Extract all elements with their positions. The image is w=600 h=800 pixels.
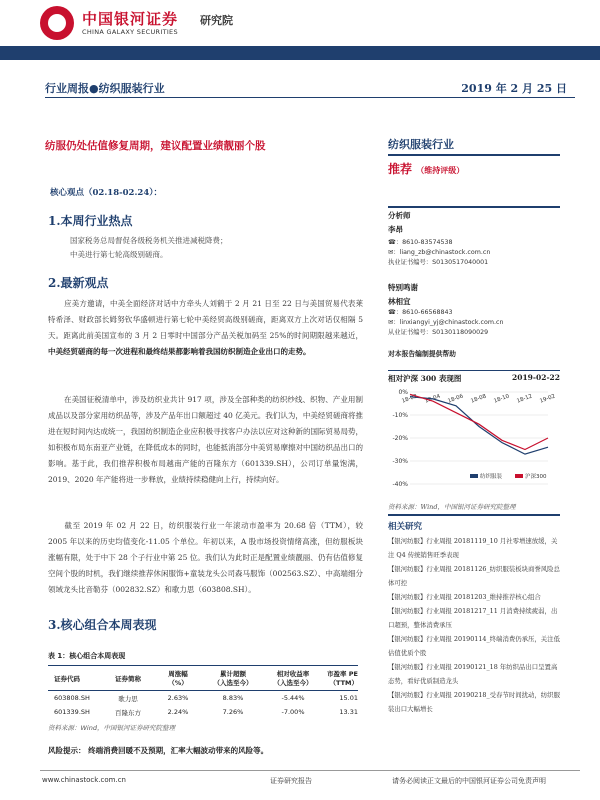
table-source: 资料来源：Wind，中国银河证券研究院整理 [48,724,175,732]
table-row [48,691,358,705]
para2-text: 在美国征税清单中，涉及纺织业共计 917 项，涉及全部种类的纺织纱线、织物、产业用制成品以及部分家用纺织品等，涉及产品年出口额超过 40 亿美元。我们认为，中美经贸磋商将推进在短时间内达成统一，我国纺织制造企业应积极寻找客户办法以应对这种新的国际贸易局势，如积极布局东南亚产业链，在降低成本的同时，也能抵消部分中美贸易摩擦对中国纺织品出口的影响。基于此，我们推荐积极布局越南产能的百隆东方（601339.SH），公司订单量饱满，2019、2020 年产能将进一步释放，业绩持续稳健向上行，持续向好。 [48,395,363,484]
sidebar-rule [388,206,560,208]
legend-label: 纺织服装 [480,474,503,480]
y-tick-label: -40% [392,481,408,488]
related-item[interactable]: 【银河纺服】行业周报 20181126_纺织服装板块商誉风险总体可控 [388,565,560,587]
section1-title: 1.本周行业热点 [48,214,133,228]
legend-swatch [515,474,523,478]
related-item[interactable]: 【银河纺服】行业周报 20181203_维持推荐核心组合 [388,593,541,601]
y-tick-label: -30% [392,458,408,465]
table-row [48,705,358,719]
x-tick-label: 18-12 [516,393,534,405]
series-line [410,397,548,455]
cert-line: 执业证书编号：S0130517040001 [388,259,489,266]
chart-source: 资料来源：Wind，中国银河证券研究院整理 [388,503,516,511]
email-icon-line[interactable]: ✉：liang_zb@chinastock.com.cn [388,249,491,256]
footer-url[interactable]: www.chinastock.com.cn [42,776,126,784]
logo-cn-text: 中国银河证券 [82,10,179,28]
analyst1-name: 李昂 [388,225,403,234]
list-item: 中美进行第七轮高级别磋商。 [70,250,168,259]
x-tick-label: 18-10 [493,393,511,405]
para1-text: 应美方邀请，中美全面经济对话中方牵头人刘鹤于 2 月 21 日至 22 日与美国贸易代表莱特希泽、财政部长姆努钦华盛顿进行第七轮中美经贸高级别磋商，距离双方上次对话仅相隔 5 天。距离此前美国宣布的 3 月 2 日零时中国部分产品关税加码至 25%的时间期限越来越近， [48,299,363,340]
researcher-label: 特别鸣谢 [388,283,418,292]
cell-pe: 15.01 [339,694,358,702]
x-tick-label: 18-04 [424,393,442,405]
report-type: 行业周报●纺织服装行业 [45,82,165,95]
rating-block [388,160,464,177]
sidebar-rule [388,154,560,156]
report-header [45,78,575,98]
cell-excess: 7.26% [222,708,244,716]
performance-chart [388,386,560,496]
cell-code: 603808.SH [54,694,90,702]
cell-weekly: 2.63% [167,694,189,702]
related-item[interactable]: 【银河纺服】行业周报 20181217_11 月消费持续疲弱，出口超预，整体消费承压 [388,607,558,629]
related-item[interactable]: 【银河纺服】行业周报 20190121_18 年纺织品出口呈置高态势，看好优质制造龙头 [388,663,558,685]
related-list [388,534,560,716]
th-name: 证券简称 [115,674,141,683]
table-title: 表 1：核心组合本周表现 [48,652,126,660]
related-item[interactable]: 【银河纺服】行业周报 20190114_终端消费仍承压，关注低估值优质个股 [388,635,560,657]
footer-disclaimer: 请务必阅读正文最后的中国银河证券公司免责声明 [392,777,546,785]
sidebar-rule [388,514,560,516]
risk-warning: 风险提示： 终端消费回暖不及预期，汇率大幅波动带来的风险等。 [48,746,269,755]
th-weekly: 周涨幅 （%） [168,670,188,687]
report-date: 2019 年 2 月 25 日 [461,82,567,95]
core-view-label: 核心观点（02.18-02.24）： [50,188,163,198]
report-headline: 纺服仍处估值修复周期，建议配置业绩靓丽个股 [45,140,266,152]
para3-text: 截至 2019 年 02 月 22 日，纺织服装行业一年滚动市盈率为 20.68 倍（TTM），较 2005 年以来的历史均值变化-11.05 个单位。年初以来，A 股市场投资情绪高涨，但纺服板块涨幅有限，处于中下 28 个子行业中第 25 位。我们认为此时正是配置业绩靓丽、仍有估值修复空间个股的时机，我们继续推荐休闲服饰+童装龙头公司森马服饰（002563.SZ）、中高端细分领域龙头比音勒芬（002832.SZ）和歌力思（603808.SH）。 [48,521,363,594]
y-tick-label: -20% [392,435,408,442]
list-item: 国家税务总局督促各级税务机关推进减税降费； [70,236,228,245]
cert-line: 从业证书编号：S0130118090029 [388,329,489,336]
footer-center: 证券研究报告 [270,777,312,785]
analyst2-contact [388,308,503,338]
cell-relative: -5.44% [281,694,305,702]
section2-para3 [48,518,363,598]
cell-name: 歌力思 [118,694,138,703]
cell-pe: 13.31 [339,708,358,716]
x-tick-label: 18-08 [470,393,488,405]
x-tick-label: 19-02 [539,393,557,405]
section2-para2 [48,392,363,488]
related-item[interactable]: 【银河纺服】行业周报 20190218_受春节时间扰动，纺织服装出口大幅增长 [388,691,560,713]
cell-code: 601339.SH [54,708,90,716]
chart-header [388,370,560,384]
legend-swatch [470,474,478,478]
related-title: 相关研究 [388,522,423,532]
phone-icon-line: ☎：8610-83574538 [388,239,453,246]
cell-excess: 8.83% [222,694,244,702]
th-excess: 累计超额 （入选至今） [213,670,253,687]
thanks-note: 对本报告编制提供帮助 [388,350,456,358]
email-icon-line[interactable]: ✉：linxiangyi_yj@chinastock.com.cn [388,319,504,326]
logo-mark-icon [40,6,74,40]
y-tick-label: -10% [392,412,408,419]
rating-note: （维持评级） [416,165,465,175]
related-item[interactable]: 【银河纺服】行业周报 20181119_10 月社零增速放缓，关注 Q4 传统销售旺季表现 [388,537,558,559]
para1-bold: 中美经贸磋商的每一次进程和最终结果都影响着我国纺织制造企业出口的走势。 [48,347,311,356]
y-tick-label: 0% [398,389,408,396]
portfolio-table [48,651,358,732]
section1-bullets [70,234,360,262]
th-pe: 市盈率 PE （TTM） [327,670,358,687]
analyst2-name: 林相宜 [388,297,411,306]
chart-date: 2019-02-22 [512,373,560,382]
x-tick-label: 18-06 [447,393,465,405]
cell-relative: -7.00% [281,708,305,716]
sidebar-industry: 纺织服装行业 [388,138,454,151]
analyst1-contact [388,238,490,268]
analyst-label: 分析师 [388,211,411,220]
table-header [48,665,358,691]
phone-icon-line: ☎：8610-66568843 [388,309,453,316]
section2-para1 [48,296,363,360]
brand-logo [40,6,240,42]
footer-divider [40,770,580,771]
th-code: 证券代码 [54,674,80,683]
th-relative: 相对收益率 （入选至今） [273,670,313,687]
chart-title: 相对沪深 300 表现图 [388,374,462,383]
legend-label: 沪深300 [525,474,547,480]
cell-weekly: 2.24% [167,708,189,716]
cell-name: 百隆东方 [115,708,141,717]
x-tick-label: 18-02 [401,393,419,405]
logo-institute-text: 研究院 [200,14,233,27]
rating-value: 推荐 [388,162,413,176]
section2-title: 2.最新观点 [48,276,109,290]
section3-title: 3.核心组合本周表现 [48,618,157,632]
logo-en-text: CHINA GALAXY SECURITIES [82,28,178,36]
top-banner-bar [0,46,600,60]
